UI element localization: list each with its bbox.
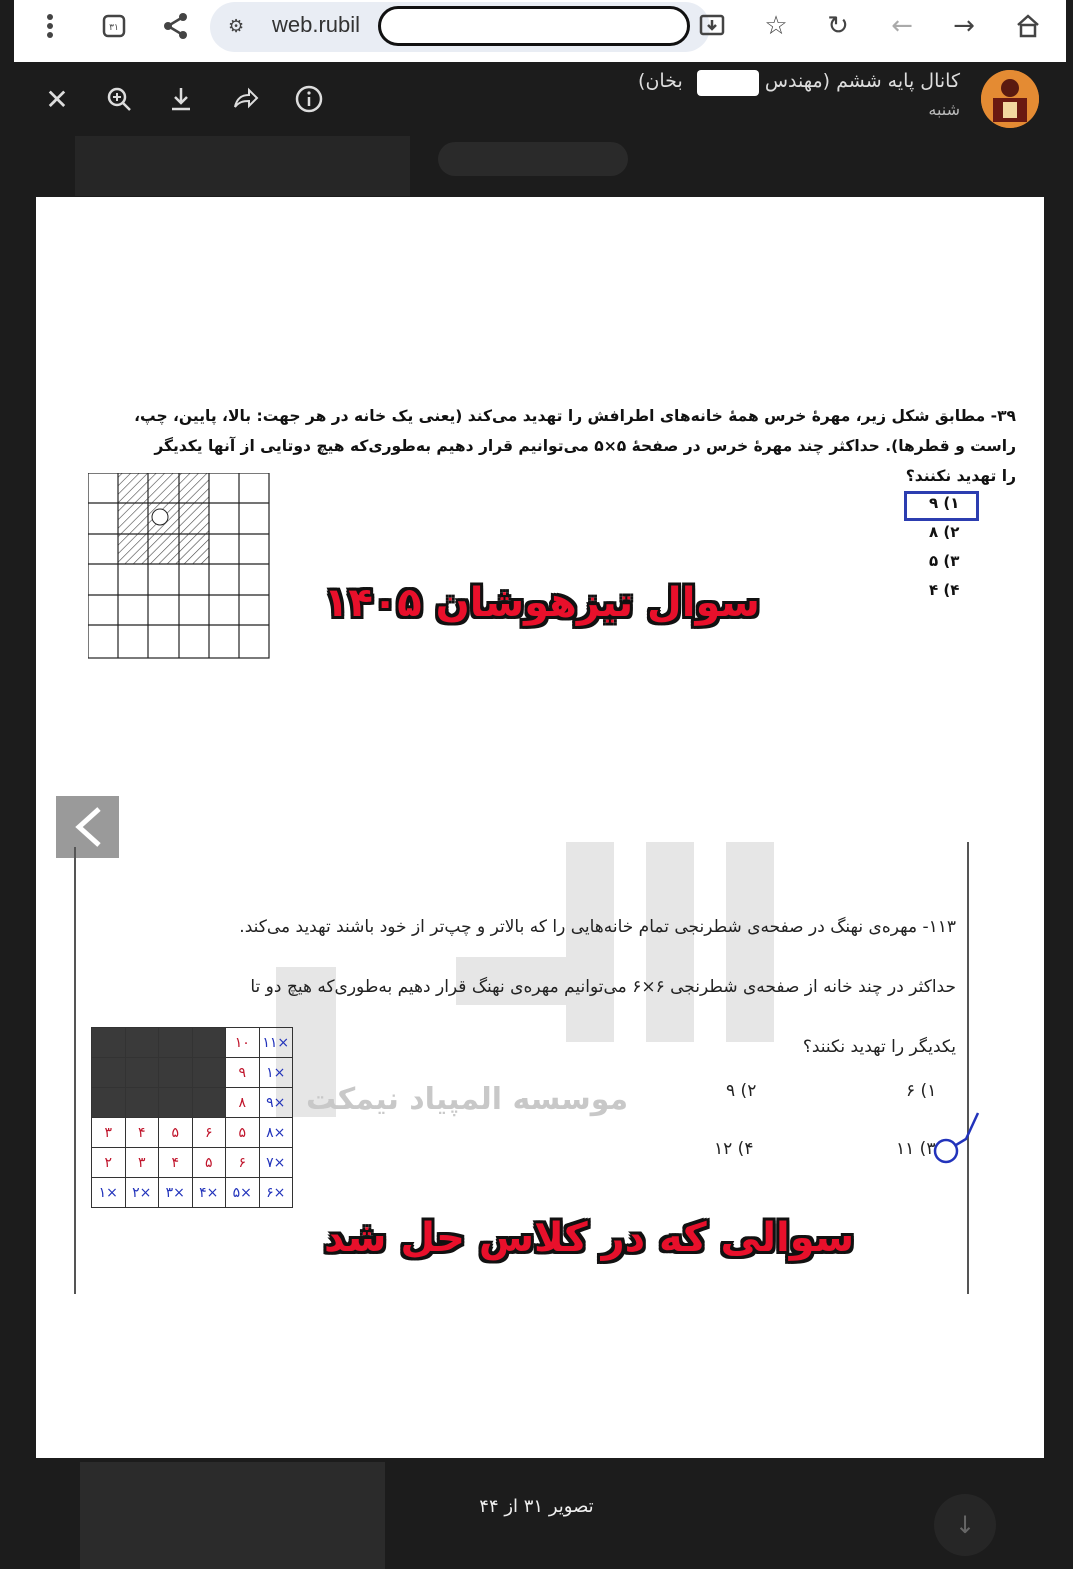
arrow-down-icon: ↓ [954, 1511, 976, 1539]
browser-toolbar [14, 0, 1066, 62]
close-icon[interactable]: ✕ [45, 82, 69, 116]
forward-icon[interactable]: → [953, 11, 975, 41]
back-icon[interactable]: ← [891, 11, 913, 41]
channel-date: شنبه [928, 100, 960, 119]
svg-text:۳۱: ۳۱ [109, 23, 119, 33]
more-vert-icon[interactable] [32, 8, 68, 44]
q113-option-3: ۳) ۱۱ [896, 1139, 936, 1159]
divider-line [967, 842, 969, 1294]
watermark-text: موسسه المپیاد نیمکت [306, 1082, 629, 1117]
channel-title: کانال پایه ششم (مهندس بخان) [638, 70, 960, 92]
avatar[interactable] [981, 70, 1039, 128]
q39-option-3: ۳) ۵ [929, 552, 960, 570]
whale-board: ۱۰ ۱۱× ۹ ۱× ۸ ۹× ۳ ۴ ۵ ۶ ۵ ۸× ۲ ۳ ۴ ۵ ۶ ۷× ۱× ۲× ۳× ۴× ۵× ۶× [91, 1027, 293, 1208]
address-bar[interactable] [210, 2, 710, 52]
bookmark-star-icon[interactable]: ☆ [764, 11, 788, 41]
question-39: ۳۹- مطابق شکل زیر، مهرهٔ خرس همهٔ خانه‌های اطرافش را تهدید می‌کند (یعنی یک خانه در هر جهت: بالا، پایین، چپ، راست و قطرها). حداکثر چند مهرهٔ خرس در صفحهٔ ۵×۵ می‌توانیم قرار دهیم به‌طوری‌که هیچ دوتایی از آنها یکدیگر را تهدید نکنند؟ [134, 407, 1016, 485]
divider-line [74, 847, 76, 1294]
forward-share-icon[interactable] [228, 82, 262, 116]
download-icon[interactable] [164, 82, 198, 116]
zoom-in-icon[interactable] [102, 82, 136, 116]
redaction-box [697, 70, 759, 96]
stamp-label-2: سوالی که در کلاس حل شد [324, 1215, 855, 1261]
previous-image-button[interactable] [56, 796, 119, 858]
url-text[interactable]: web.rubil [272, 12, 361, 37]
chevron-left-icon [71, 805, 105, 849]
answer-checkmark-icon [926, 1107, 986, 1167]
image-counter: تصویر ۳۱ از ۴۴ [479, 1496, 594, 1517]
scroll-down-button[interactable] [934, 1494, 996, 1556]
q39-option-2: ۲) ۸ [929, 523, 960, 541]
q39-option-4: ۴) ۴ [929, 581, 960, 599]
home-icon[interactable] [1010, 8, 1046, 44]
background-chat [75, 136, 410, 196]
q113-option-4: ۴) ۱۲ [714, 1139, 754, 1159]
q39-option-1: ۱) ۹ [929, 494, 960, 512]
document-image [36, 197, 1044, 1458]
site-settings-icon[interactable]: ⚙ [228, 16, 245, 37]
redaction-box [378, 6, 690, 46]
reload-icon[interactable]: ↻ [827, 11, 849, 41]
share-icon[interactable] [158, 8, 194, 44]
question-113: ۱۱۳- مهره‌ی نهنگ در صفحه‌ی شطرنجی تمام خانه‌هایی را که بالاتر و چپ‌تر از خود باشند تهدید می‌کند. حداکثر در چند خانه از صفحه‌ی شطرنجی ۶×۶ می‌توانیم مهره‌ی نهنگ قرار دهیم به‌طوری‌که هیچ دو تا یکدیگر را تهدید نکنند؟ [239, 917, 956, 1057]
install-app-icon[interactable] [694, 8, 730, 44]
info-icon[interactable] [292, 82, 326, 116]
stamp-label-1: سوال تیزهوشان ۱۴۰۵ [324, 580, 760, 626]
q113-option-1: ۱) ۶ [906, 1081, 937, 1101]
tabs-icon[interactable] [96, 8, 132, 44]
background-date-pill [438, 142, 628, 176]
q113-option-2: ۲) ۹ [726, 1081, 757, 1101]
bear-grid [88, 473, 270, 659]
